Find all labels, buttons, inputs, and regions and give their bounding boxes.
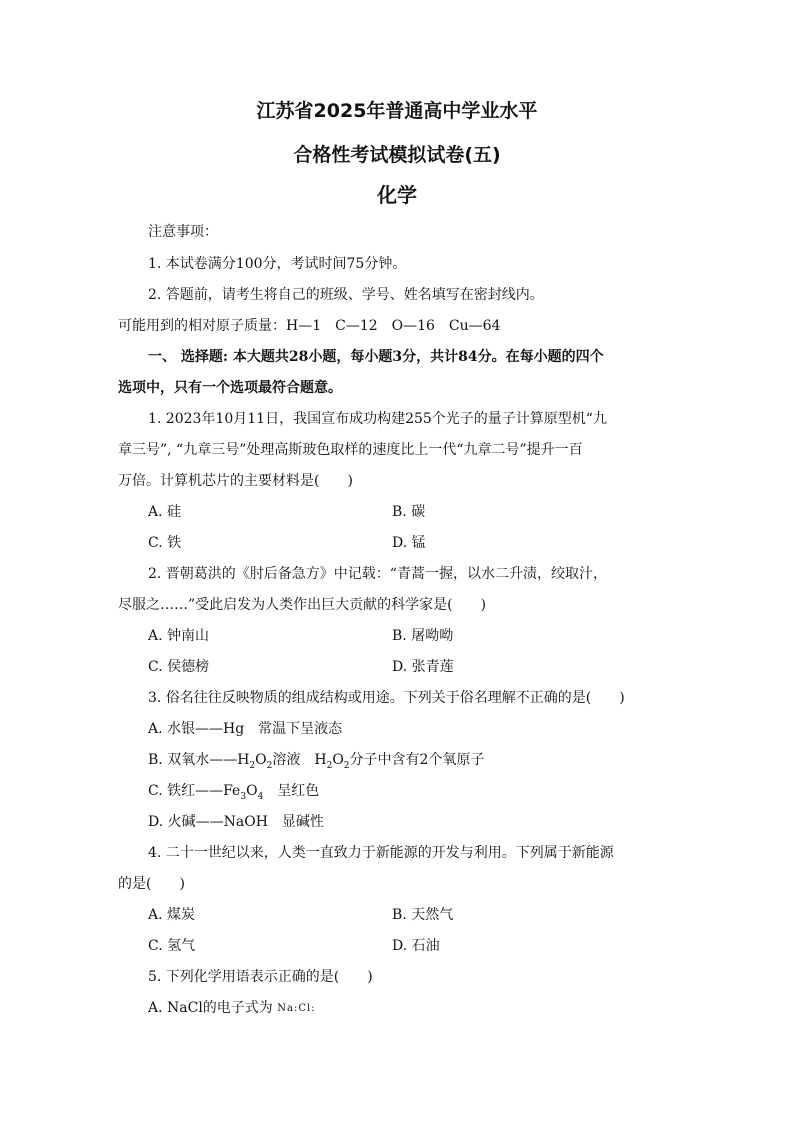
question-5-line-1: 5. 下列化学用语表示正确的是( ) xyxy=(148,969,373,985)
option-b-text-1: B. 双氧水——H xyxy=(148,752,250,768)
question-1-line-1: 1. 2023年10月11日，我国宣布成功构建255个光子的量子计算原型机“九 xyxy=(148,411,607,427)
question-1-option-d[interactable]: D. 锰 xyxy=(392,535,426,551)
question-1-option-a[interactable]: A. 硅 xyxy=(148,504,182,520)
question-2-option-c[interactable]: C. 侯德榜 xyxy=(148,659,210,675)
subscript: 2 xyxy=(249,760,256,771)
question-2-option-d[interactable]: D. 张青莲 xyxy=(392,659,454,675)
question-3-option-b[interactable] xyxy=(148,750,484,770)
question-5-option-a[interactable] xyxy=(148,998,316,1020)
section-1-heading: 一、 选择题: 本大题共28小题，每小题3分，共计84分。在每小题的四个 xyxy=(148,349,604,365)
subscript: 2 xyxy=(266,760,273,771)
option-a-text: A. NaCl的电子式为 xyxy=(148,1000,273,1016)
question-2-option-b[interactable]: B. 屠呦呦 xyxy=(392,628,454,644)
question-2-line-2: 尽服之……”受此启发为人类作出巨大贡献的科学家是( ) xyxy=(118,597,487,613)
question-1-line-2: 章三号”, “九章三号”处理高斯玻色取样的速度比上一代“九章二号”提升一百 xyxy=(118,442,583,458)
subscript: 2 xyxy=(326,760,333,771)
question-3-line-1: 3. 俗名往往反映物质的组成结构或用途。下列关于俗名理解不正确的是( ) xyxy=(148,690,625,706)
question-4-line-1: 4. 二十一世纪以来，人类一直致力于新能源的开发与利用。下列属于新能源 xyxy=(148,845,614,861)
electron-formula: Na:Cl: xyxy=(277,1003,316,1014)
question-2-line-1: 2. 晋朝葛洪的《肘后备急方》中记载：“青蒿一握，以水二升渍，绞取汁， xyxy=(148,566,607,582)
question-4-option-a[interactable]: A. 煤炭 xyxy=(148,907,196,923)
section-1-heading-cont: 选项中，只有一个选项最符合题意。 xyxy=(118,380,342,396)
question-1-option-c[interactable]: C. 铁 xyxy=(148,535,182,551)
option-b-text-2: O xyxy=(255,752,267,768)
question-3-option-d[interactable]: D. 火碱——NaOH 显碱性 xyxy=(148,814,324,830)
option-c-text-1: C. 铁红——Fe xyxy=(148,783,241,799)
exam-title-line2: 合格性考试模拟试卷(五) xyxy=(293,144,501,166)
option-c-text-3: 呈红色 xyxy=(263,783,320,799)
question-4-option-b[interactable]: B. 天然气 xyxy=(392,907,454,923)
exam-title-line1: 江苏省2025年普通高中学业水平 xyxy=(256,100,538,122)
question-1-option-b[interactable]: B. 碳 xyxy=(392,504,426,520)
question-4-option-d[interactable]: D. 石油 xyxy=(392,938,440,954)
option-c-text-2: O xyxy=(246,783,258,799)
option-b-text-3: 溶液 H xyxy=(272,752,327,768)
question-1-line-3: 万倍。计算机芯片的主要材料是( ) xyxy=(118,473,353,489)
notes-item-1: 1. 本试卷满分100分，考试时间75分钟。 xyxy=(148,256,407,272)
notes-item-2: 2. 答题前，请考生将自己的班级、学号、姓名填写在密封线内。 xyxy=(148,287,544,303)
question-2-option-a[interactable]: A. 钟南山 xyxy=(148,628,210,644)
subject-title: 化学 xyxy=(377,183,417,207)
question-4-option-c[interactable]: C. 氢气 xyxy=(148,938,196,954)
question-3-option-c[interactable] xyxy=(148,781,319,801)
notes-heading: 注意事项： xyxy=(148,224,218,240)
atomic-masses: 可能用到的相对原子质量：H—1 C—12 O—16 Cu—64 xyxy=(118,318,501,334)
subscript: 2 xyxy=(343,760,350,771)
option-b-text-4: O xyxy=(332,752,344,768)
option-b-text-5: 分子中含有2个氧原子 xyxy=(349,752,485,768)
subscript: 3 xyxy=(240,791,247,802)
subscript: 4 xyxy=(257,791,264,802)
question-3-option-a[interactable]: A. 水银——Hg 常温下呈液态 xyxy=(148,721,343,737)
question-4-line-2: 的是( ) xyxy=(118,876,185,892)
